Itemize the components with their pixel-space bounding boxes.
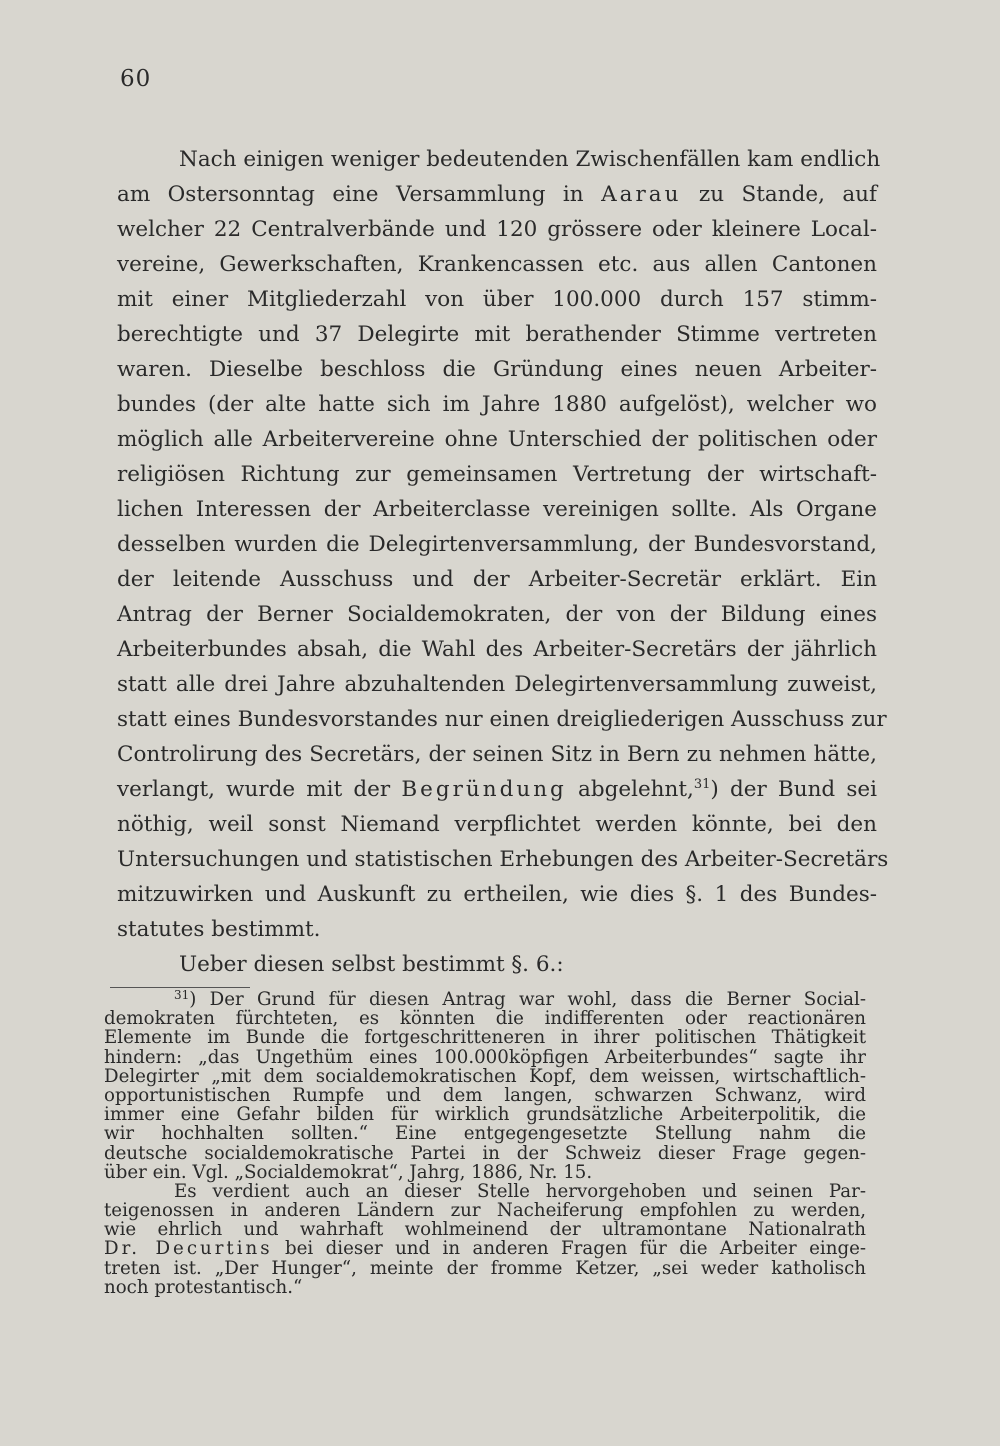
emphasized-name: Dr. Decurtins xyxy=(104,1238,273,1260)
footnote-line: über ein. Vgl. „Socialdemokrat“, Jahrg, 1886, Nr. 15. xyxy=(104,1161,593,1183)
footnote-line: treten ist. „Der Hunger“, meinte der fromme Ketzer, „sei weder katholisch xyxy=(104,1257,866,1279)
footnote-line: noch protestantisch.“ xyxy=(104,1276,303,1298)
text-line: lichen Interessen der Arbeiterclasse vereinigen sollte. Als Organe xyxy=(117,497,877,522)
text-fragment: verlangt, wurde mit der xyxy=(117,777,391,802)
text-line: statt eines Bundesvorstandes nur einen dreigliederigen Ausschuss zur xyxy=(117,707,887,732)
text-fragment: abgelehnt, xyxy=(578,777,694,802)
page-number: 60 xyxy=(120,66,152,92)
text-line: Controlirung des Secretärs, der seinen Sitz in Bern zu nehmen hätte, xyxy=(117,742,877,767)
footnote-line: deutsche socialdemokratische Partei in der Schweiz dieser Frage gegen- xyxy=(104,1142,866,1164)
footnote-line: Es verdient auch an dieser Stelle hervorgehoben und seinen Par- xyxy=(174,1180,866,1202)
footnotes xyxy=(104,990,866,1297)
text-line xyxy=(117,772,877,807)
text-line: der leitende Ausschuss und der Arbeiter-Secretär erklärt. Ein xyxy=(117,567,877,592)
text-line: möglich alle Arbeitervereine ohne Unterschied der politischen oder xyxy=(117,427,877,452)
text-line: waren. Dieselbe beschloss die Gründung eines neuen Arbeiter- xyxy=(117,357,877,382)
footnote-line: wie ehrlich und wahrhaft wohlmeinend der ultramontane Nationalrath xyxy=(104,1219,866,1241)
text-fragment: zu Stande, auf xyxy=(698,182,877,207)
emphasized-place-name: Aarau xyxy=(601,182,682,207)
text-line xyxy=(117,177,877,212)
text-line: Nach einigen weniger bedeutenden Zwischenfällen kam endlich xyxy=(179,147,881,172)
text-line: desselben wurden die Delegirtenversammlung, der Bundesvorstand, xyxy=(117,532,877,557)
text-line: Ueber diesen selbst bestimmt §. 6.: xyxy=(179,952,564,977)
text-line: nöthig, weil sonst Niemand verpflichtet werden könnte, bei den xyxy=(117,812,877,837)
text-line: statt alle drei Jahre abzuhaltenden Delegirtenversammlung zuweist, xyxy=(117,672,877,697)
text-fragment: ) der Bund sei xyxy=(710,777,877,802)
footnote-line: demokraten fürchteten, es könnten die indifferenten oder reactionären xyxy=(104,1008,866,1030)
footnote-line: hindern: „das Ungethüm eines 100.000köpfigen Arbeiterbundes“ sagte ihr xyxy=(104,1046,866,1068)
text-line: Antrag der Berner Socialdemokraten, der von der Bildung eines xyxy=(117,602,877,627)
text-line: berechtigte und 37 Delegirte mit berathender Stimme vertreten xyxy=(117,322,877,347)
text-line: mitzuwirken und Auskunft zu ertheilen, wie dies §. 1 des Bundes- xyxy=(117,882,877,907)
footnote-marker: 31 xyxy=(174,988,190,1002)
text-fragment: ) Der Grund für diesen Antrag war wohl, dass die Berner Social- xyxy=(189,989,866,1010)
text-line: bundes (der alte hatte sich im Jahre 1880 aufgelöst), welcher wo xyxy=(117,392,877,417)
emphasized-word: Begründung xyxy=(401,777,567,802)
text-line: vereine, Gewerkschaften, Krankencassen etc. aus allen Cantonen xyxy=(117,252,877,277)
footnote-line: teigenossen in anderen Ländern zur Nacheiferung empfohlen zu werden, xyxy=(104,1200,866,1222)
footnote-line: opportunistischen Rumpfe und dem langen, schwarzen Schwanz, wird xyxy=(104,1084,866,1106)
text-line: religiösen Richtung zur gemeinsamen Vertretung der wirtschaft- xyxy=(117,462,877,487)
footnote-line xyxy=(104,990,866,1009)
text-fragment: bei dieser und in anderen Fragen für die Arbeiter einge- xyxy=(285,1238,866,1260)
footnote-line: immer eine Gefahr bilden für wirklich grundsätzliche Arbeiterpolitik, die xyxy=(104,1104,866,1126)
footnote-reference[interactable]: 31 xyxy=(693,777,711,792)
footnote-line: Elemente im Bunde die fortgeschritteneren in ihrer politischen Thätigkeit xyxy=(104,1027,866,1049)
text-line: mit einer Mitgliederzahl von über 100.000 durch 157 stimm- xyxy=(117,287,877,312)
text-line: statutes bestimmt. xyxy=(117,917,321,942)
text-line: Untersuchungen und statistischen Erhebungen des Arbeiter-Secretärs xyxy=(117,847,889,872)
text-line: Arbeiterbundes absah, die Wahl des Arbeiter-Secretärs der jährlich xyxy=(117,637,877,662)
footnote-line xyxy=(104,1239,866,1258)
text-line: welcher 22 Centralverbände und 120 grössere oder kleinere Local- xyxy=(117,217,877,242)
main-text xyxy=(117,142,889,982)
footnote-line: wir hochhalten sollten.“ Eine entgegengesetzte Stellung nahm die xyxy=(104,1123,866,1145)
text-fragment: am Ostersonntag eine Versammlung in xyxy=(117,182,584,207)
footnote-line: Delegirter „mit dem socialdemokratischen Kopf, dem weissen, wirtschaftlich- xyxy=(104,1065,866,1087)
